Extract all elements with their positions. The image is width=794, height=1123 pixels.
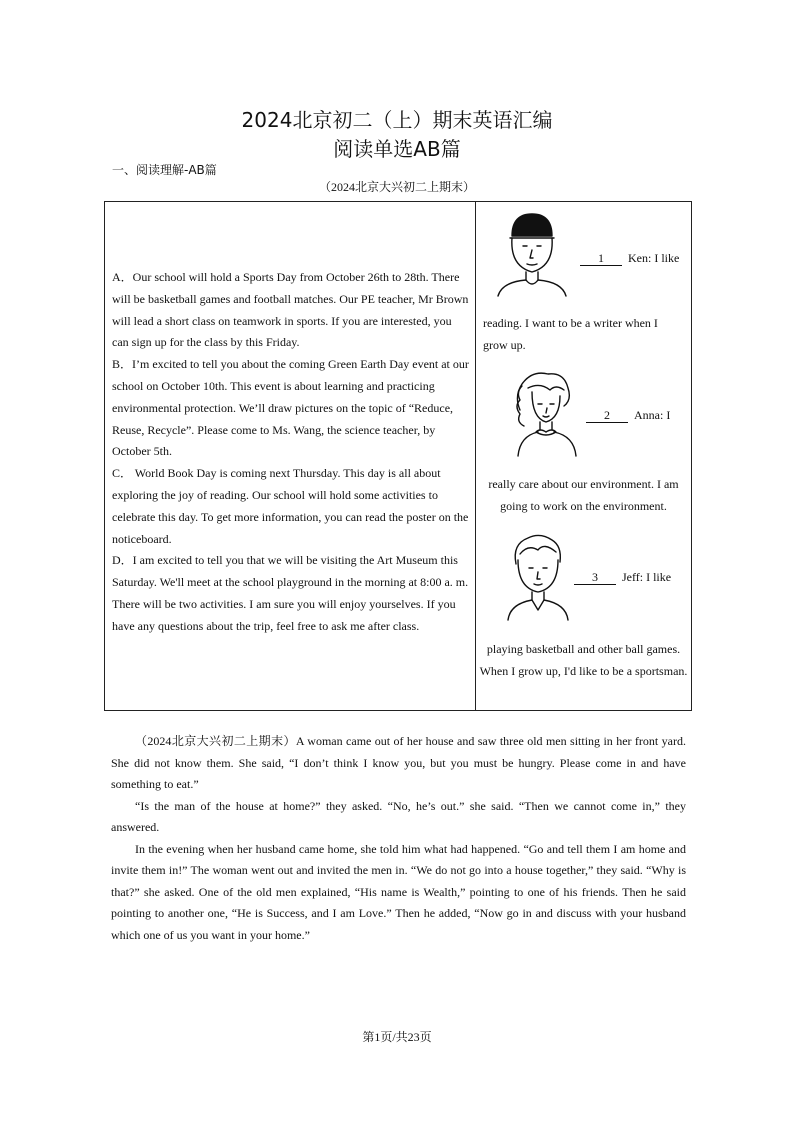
page-footer: 第1页/共23页 [362,1030,432,1044]
notice-a: A．Our school will hold a Sports Day from October 26th to 28th. There will be basketball games and football matches. Our PE teacher, Mr Brown will lead a short class on teamwork in sports. If you are interested, you can sign up for the class by this Friday. [112,270,469,350]
ken-statement [580,251,679,266]
ken-rest-text: reading. I want to be a writer when I grow up. [483,316,658,352]
ken-lead-text: Ken: I like [628,251,680,265]
jeff-rest-text: playing basketball and other ball games. When I grow up, I'd like to be a sportsman. [479,642,688,678]
anna-rest-text: really care about our environment. I am going to work on the environment. [488,477,679,513]
blank-2[interactable]: 2 [586,408,628,423]
source-note: （2024北京大兴初二上期末） [318,180,475,194]
notices-table [104,201,692,711]
source-note-b: （2024北京大兴初二上期末） [135,734,296,748]
anna-statement [586,408,670,423]
section-heading: 一、阅读理解-AB篇 [112,163,217,177]
jeff-lead-text: Jeff: I like [622,570,672,584]
story-paragraph-1: （2024北京大兴初二上期末）A woman came out of her house and saw three old men sitting in her front yard. She did not know them. She said, “I don’t think I know you, but you must be hungry. Please come in and have something to eat.” [111,734,686,791]
document-title: 2024北京初二（上）期末英语汇编 [241,108,553,132]
jeff-portrait-icon [502,530,574,622]
story-passage [111,731,686,946]
notice-d: D．I am excited to tell you that we will be visiting the Art Museum this Saturday. We'll meet at the school playground in the morning at 8:00 a. m. There will be two activities. I am sure you will enjoy yourselves. If you have any questions about the trip, feel free to ask me after class. [112,553,469,633]
notices-column [105,202,476,711]
notice-c: C． World Book Day is coming next Thursday. This day is all about exploring the joy of reading. Our school will hold some activities to celebrate this day. To get more information, you can read the poster on the noticeboard. [112,466,469,546]
document-subtitle: 阅读单选AB篇 [333,137,461,161]
blank-1[interactable]: 1 [580,251,622,266]
jeff-statement [574,570,671,585]
story-paragraph-3: In the evening when her husband came home, she told him what had happened. “Go and tell them I am home and invite them in!” The woman went out and invited the men in. “We do not go into a house together,” they said. “Why is that?” she asked. One of the old men explained, “His name is Wealth,” pointing to one of his friends. Then he said pointing to another one, “He is Success, and I am Love.” Then he added, “Now go in and discuss with your husband which one of us you want in your home.” [111,841,686,942]
people-column [476,202,692,711]
blank-3[interactable]: 3 [574,570,616,585]
ken-portrait-icon [490,208,572,298]
anna-portrait-icon [506,366,586,458]
notice-b: B．I’m excited to tell you about the coming Green Earth Day event at our school on October 10th. This event is about learning and practicing environmental protection. We’ll draw pictures on the topic of “Reduce, Reuse, Recycle”. Please come to Ms. Wang, the science teacher, by October 5th. [112,357,469,459]
story-paragraph-2: “Is the man of the house at home?” they asked. “No, he’s out.” she said. “Then we cannot come in,” they answered. [111,798,686,834]
anna-lead-text: Anna: I [634,408,671,422]
